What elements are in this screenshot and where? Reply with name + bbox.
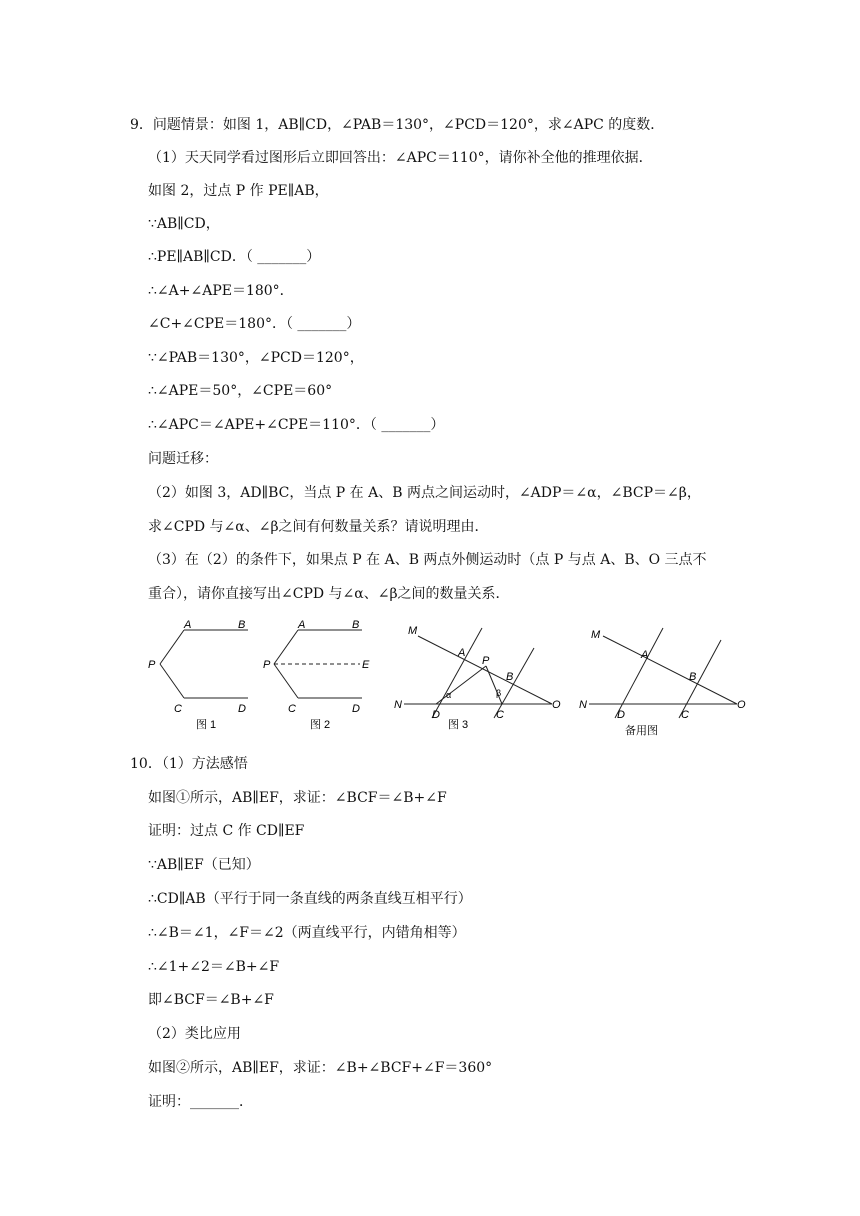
point-d-label: D — [432, 709, 440, 721]
point-p-label: P — [148, 659, 156, 671]
angle-beta-label: β — [496, 688, 502, 698]
figure-caption: 图 3 — [448, 719, 469, 731]
point-b-label: B — [506, 671, 514, 683]
figure-2 — [260, 618, 380, 742]
point-e-label: E — [362, 659, 370, 671]
q10-proof-line: ∴∠B＝∠1，∠F＝∠2（两直线平行，内错角相等） — [148, 925, 466, 941]
point-d-label: D — [352, 703, 360, 715]
q9-proof-line: ∠C+∠CPE＝180°．（ _______） — [148, 316, 361, 332]
q9-part2-prompt: 求∠CPD 与∠α、∠β之间有何数量关系？请说明理由． — [148, 519, 489, 535]
point-n-label: N — [394, 699, 402, 711]
q10-heading: 10．（1）方法感悟 — [130, 756, 248, 772]
figure-spare — [575, 618, 755, 747]
point-p-label: P — [263, 659, 271, 671]
point-o-label: O — [737, 699, 746, 711]
q10-proof-line: 即∠BCF＝∠B+∠F — [148, 992, 274, 1008]
figure-caption: 备用图 — [625, 725, 658, 737]
q10-proof-line: 证明：过点 C 作 CD∥EF — [148, 823, 305, 839]
point-b-label: B — [352, 619, 360, 631]
q10-proof-line: ∵AB∥EF（已知） — [148, 857, 260, 873]
q9-proof-line: ∴∠A+∠APE＝180°． — [148, 283, 294, 299]
point-a-label: A — [298, 619, 306, 631]
point-d-label: D — [617, 709, 625, 721]
q10-part2-heading: （2）类比应用 — [148, 1026, 241, 1042]
point-c-label: C — [288, 703, 296, 715]
q9-part1-prompt: （1）天天同学看过图形后立即回答出：∠APC＝110°，请你补全他的推理依据． — [148, 150, 653, 166]
point-c-label: C — [681, 709, 689, 721]
figure-caption: 图 2 — [310, 719, 331, 731]
point-m-label: M — [591, 629, 601, 641]
point-o-label: O — [552, 699, 561, 711]
angle-alpha-label: α — [446, 690, 452, 700]
q9-proof-line: 如图 2，过点 P 作 PE∥AB， — [148, 183, 329, 199]
q9-part3-prompt: （3）在（2）的条件下，如果点 P 在 A、B 两点外侧运动时（点 P 与点 A、B、O 三点不 — [148, 552, 707, 568]
q10-part2-proof-blank: 证明：_______． — [148, 1094, 253, 1110]
q9-transfer-heading: 问题迁移： — [148, 451, 218, 467]
q9-proof-line: ∴∠APE＝50°，∠CPE＝60° — [148, 383, 333, 399]
q9-stem: 9．问题情景：如图 1，AB∥CD，∠PAB＝130°，∠PCD＝120°，求∠APC 的度数． — [130, 117, 665, 133]
q9-proof-line: ∵∠PAB＝130°，∠PCD＝120°， — [148, 350, 364, 366]
q9-proof-line: ∵AB∥CD， — [148, 216, 220, 232]
point-m-label: M — [408, 625, 418, 637]
q10-proof-line: ∴∠1+∠2＝∠B+∠F — [148, 959, 280, 975]
figure-3 — [390, 618, 570, 747]
q9-proof-line: ∴PE∥AB∥CD．（ _______） — [148, 249, 321, 265]
figure-caption: 图 1 — [196, 719, 217, 731]
q9-proof-line: ∴∠APC＝∠APE+∠CPE＝110°．（ _______） — [148, 417, 445, 433]
point-a-label: A — [184, 619, 192, 631]
q9-part2-prompt: （2）如图 3，AD∥BC，当点 P 在 A、B 两点之间运动时，∠ADP＝∠α，∠BCP＝∠β， — [148, 485, 701, 501]
point-p-label: P — [482, 655, 490, 667]
point-d-label: D — [238, 703, 246, 715]
q10-proof-line: 如图①所示，AB∥EF，求证：∠BCF＝∠B+∠F — [148, 790, 447, 806]
point-a-label: A — [458, 647, 466, 659]
point-b-label: B — [238, 619, 246, 631]
point-n-label: N — [579, 699, 587, 711]
figure-1 — [140, 618, 260, 742]
q10-part2-prompt: 如图②所示，AB∥EF，求证：∠B+∠BCF+∠F＝360° — [148, 1060, 493, 1076]
point-b-label: B — [689, 671, 697, 683]
point-c-label: C — [496, 709, 504, 721]
q9-part3-prompt: 重合），请你直接写出∠CPD 与∠α、∠β之间的数量关系． — [148, 586, 510, 602]
point-a-label: A — [641, 649, 649, 661]
q10-proof-line: ∴CD∥AB（平行于同一条直线的两条直线互相平行） — [148, 891, 472, 907]
point-c-label: C — [174, 703, 182, 715]
